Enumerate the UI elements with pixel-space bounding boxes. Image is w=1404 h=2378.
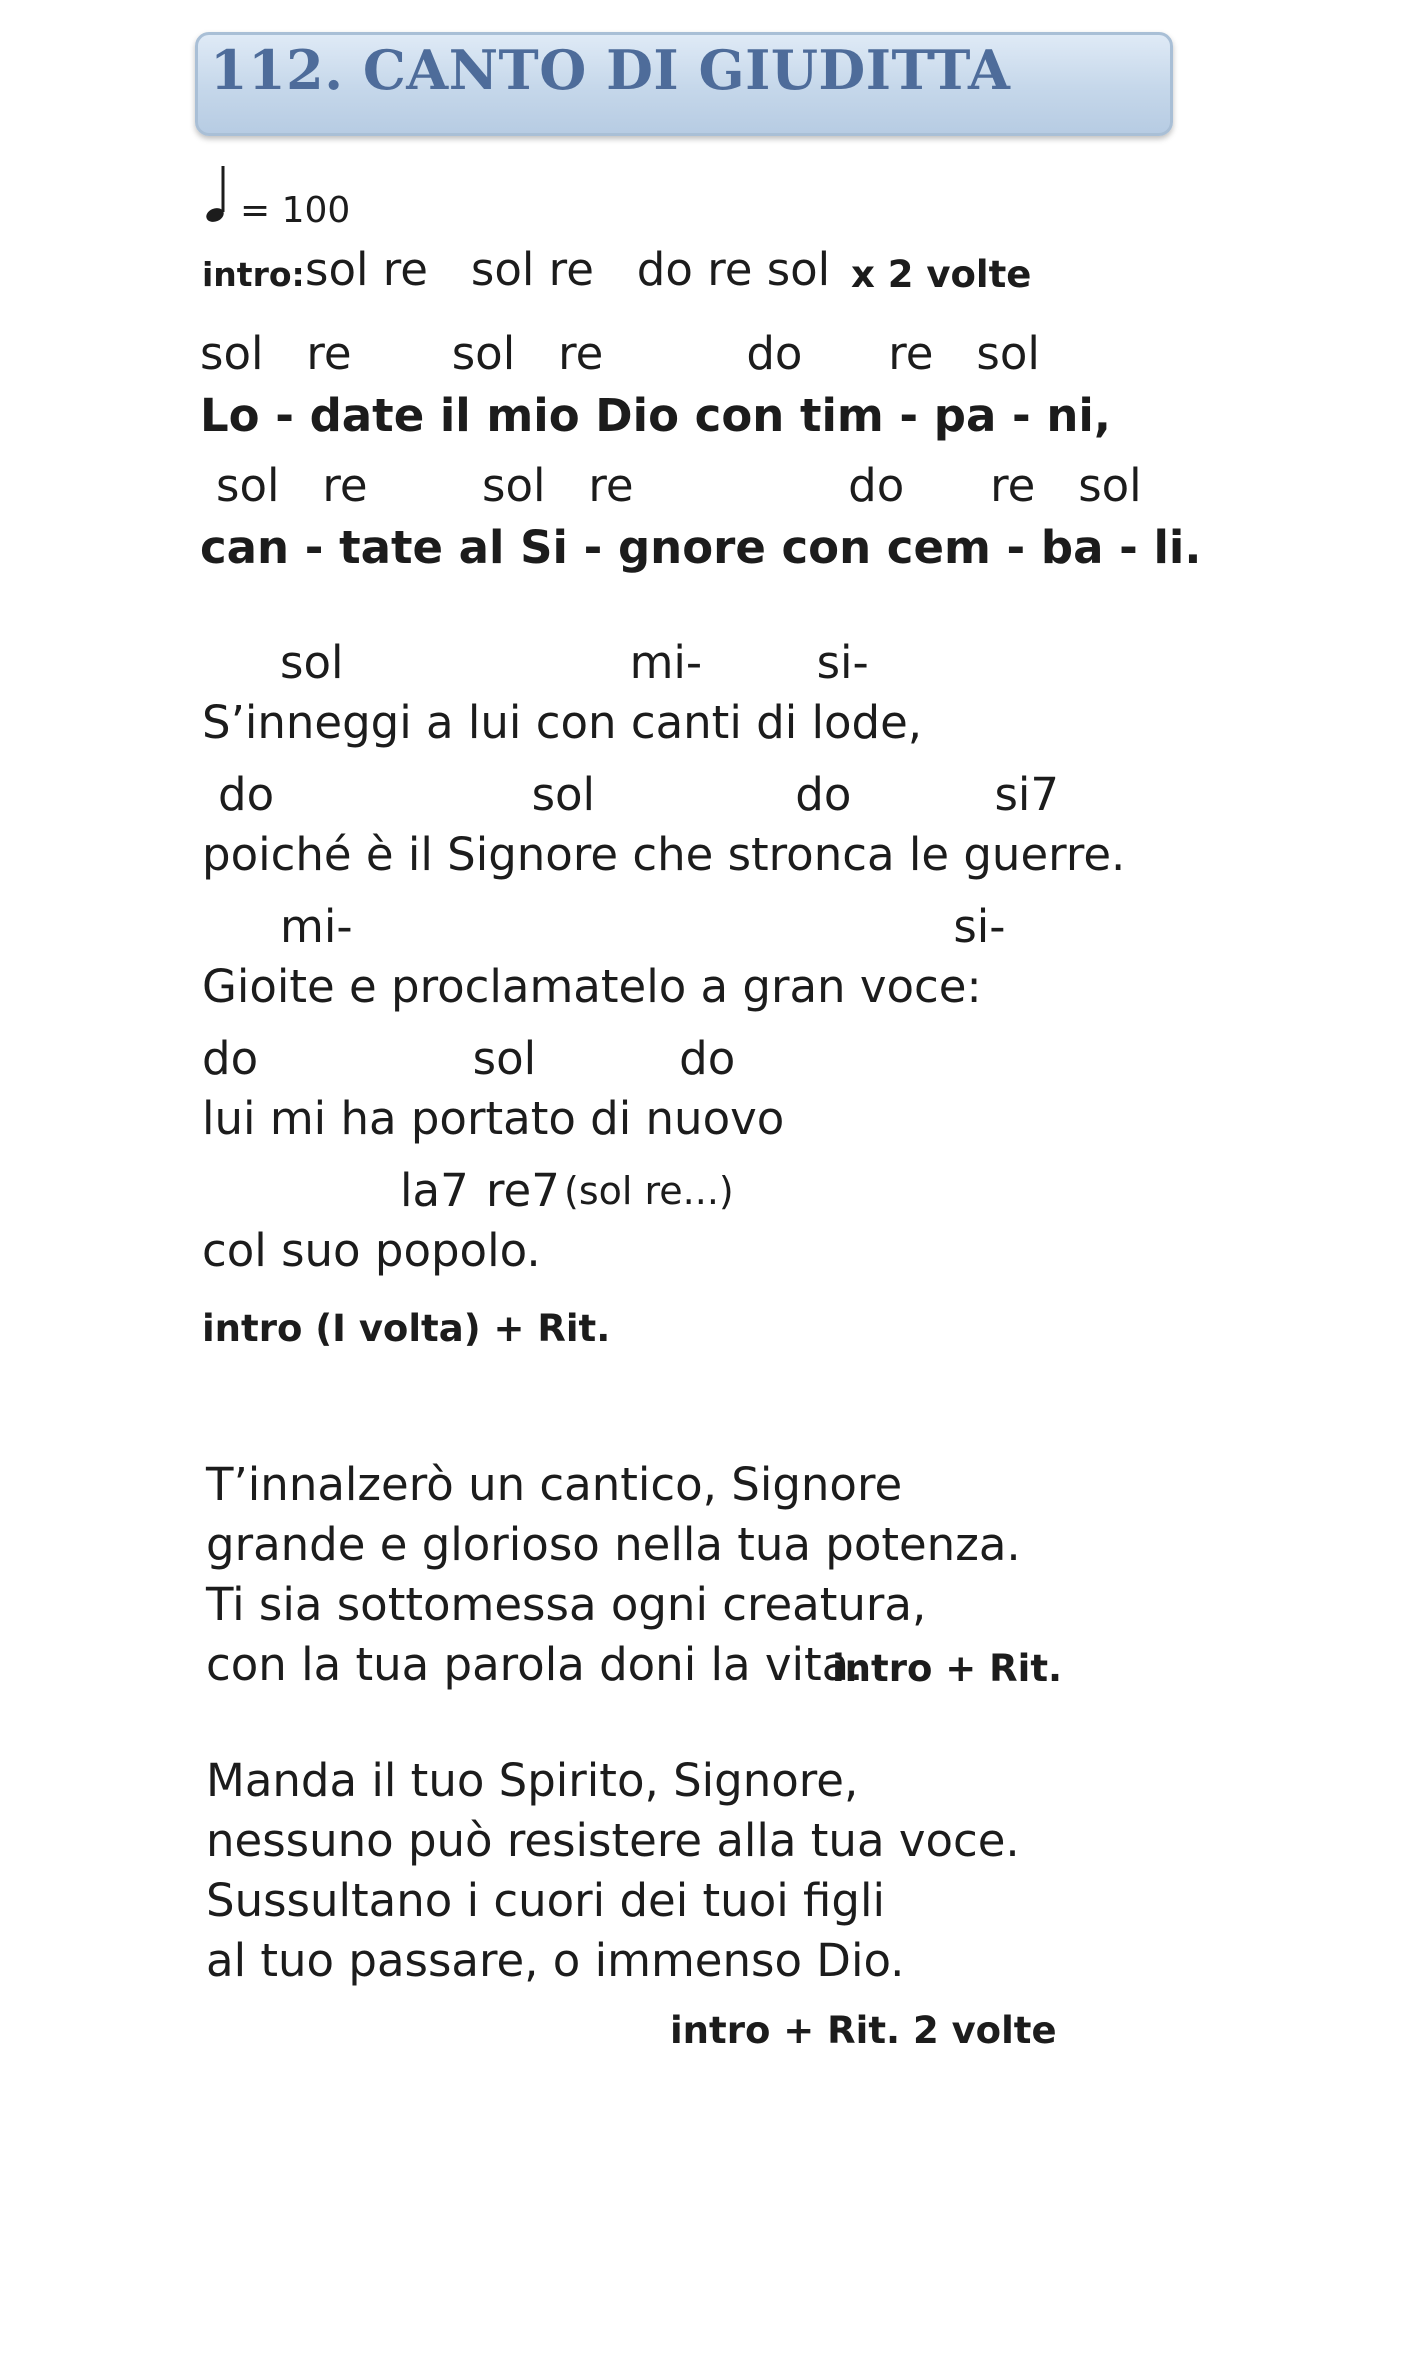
refrain-chords-1: sol re sol re do re sol [200, 327, 1040, 380]
verse1-chords-2: do sol do si7 [218, 768, 1060, 821]
verse2-line-2: grande e glorioso nella tua potenza. [206, 1518, 1021, 1571]
verse1-instruction: intro (I volta) + Rit. [202, 1307, 611, 1350]
verse2-line-3: Ti sia sottomessa ogni creatura, [206, 1578, 927, 1631]
verse1-chords-4: do sol do [202, 1032, 736, 1085]
verse2-line-4: con la tua parola doni la vita. [206, 1638, 864, 1691]
verse1-chord-re7: re7 [486, 1164, 560, 1217]
verse1-chord-la7: la7 [400, 1164, 469, 1217]
verse3-line-4: al tuo passare, o immenso Dio. [206, 1934, 905, 1987]
verse1-lyrics-2: poiché è il Signore che stronca le guerre. [202, 828, 1126, 881]
verse2-line-1: T’innalzerò un cantico, Signore [206, 1458, 903, 1511]
verse3-line-1: Manda il tuo Spirito, Signore, [206, 1754, 859, 1807]
song-title: 112. CANTO DI GIUDITTA [210, 38, 1011, 102]
verse3-line-2: nessuno può resistere alla tua voce. [206, 1814, 1020, 1867]
intro-repeat: x 2 volte [851, 253, 1032, 296]
verse1-chords-1: sol mi- si- [280, 636, 869, 689]
tempo-value: = 100 [240, 190, 351, 231]
verse1-lyrics-1: S’inneggi a lui con canti di lode, [202, 696, 923, 749]
refrain-chords-2: sol re sol re do re sol [216, 459, 1142, 512]
quarter-note-icon [203, 164, 231, 226]
verse1-lyrics-5: col suo popolo. [202, 1224, 541, 1277]
verse3-line-3: Sussultano i cuori dei tuoi figli [206, 1874, 885, 1927]
verse1-lyrics-4: lui mi ha portato di nuovo [202, 1092, 785, 1145]
intro-chords: sol re sol re do re sol [305, 243, 831, 296]
verse3-instruction: intro + Rit. 2 volte [670, 2009, 1057, 2052]
verse1-chord-note: (sol re...) [564, 1169, 734, 1213]
verse2-instruction: intro + Rit. [832, 1647, 1063, 1690]
refrain-lyrics-2: can - tate al Si - gnore con cem - ba - li. [200, 521, 1202, 574]
refrain-lyrics-1: Lo - date il mio Dio con tim - pa - ni, [200, 389, 1111, 442]
intro-label: intro: [202, 255, 305, 294]
verse1-lyrics-3: Gioite e proclamatelo a gran voce: [202, 960, 982, 1013]
verse1-chords-3: mi- si- [280, 900, 1006, 953]
